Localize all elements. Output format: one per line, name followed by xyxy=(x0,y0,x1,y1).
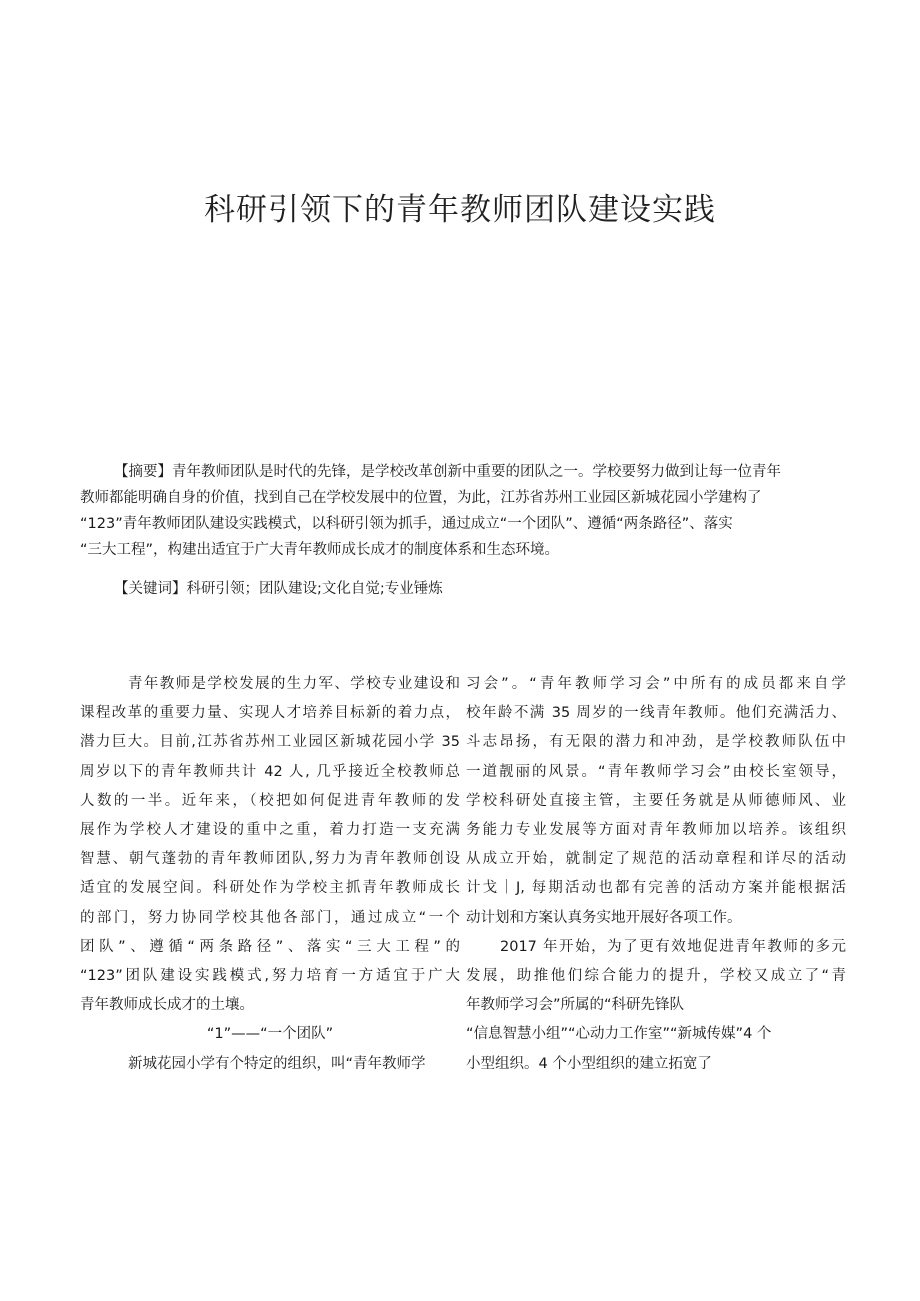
body-line: 斗志昂扬，有无限的潜力和冲劲，是学校教师队伍中 xyxy=(466,734,846,751)
body-line: 潜力巨大。目前,江苏省苏州工业园区新城花园小学 35 xyxy=(80,734,460,751)
body-line: 年教师学习会”所属的“科研先锋队 xyxy=(466,997,685,1014)
body-line: “信息智慧小组”“心动力工作室”“新城传媒”4 个 xyxy=(466,1026,772,1043)
abstract xyxy=(80,459,840,563)
body-line: 周岁以下的青年教师共计 42 人, 几乎接近全校教师总 xyxy=(80,763,460,780)
body-line: 习会”。“青年教师学习会”中所有的成员都来自学 xyxy=(466,676,846,692)
body-line: 小型组织。4 个小型组织的建立拓宽了 xyxy=(466,1055,712,1072)
body-line: 从成立开始，就制定了规范的活动章程和详尽的活动 xyxy=(466,851,846,868)
body-line: 计戈｜J, 每期活动也都有完善的活动方案并能根据活 xyxy=(466,880,846,897)
body-line: 一道靓丽的风景。“青年教师学习会”由校长室领导， xyxy=(466,763,846,780)
body-line: 2017 年开始，为了更有效地促进青年教师的多元 xyxy=(500,938,846,955)
abstract-line: “三大工程”，构建出适宜于广大青年教师成长成才的制度体系和生态环境。 xyxy=(80,542,560,558)
section-heading: “1”——“一个团队” xyxy=(206,1026,334,1043)
keywords: 【关键词】科研引领；团队建设;文化自觉;专业锤炼 xyxy=(114,581,443,597)
body-line: 新城花园小学有个特定的组织，叫“青年教师学 xyxy=(128,1055,426,1072)
body-line: 青年教师成长成才的土壤。 xyxy=(80,997,254,1014)
left-column xyxy=(80,670,460,1079)
body-line: 的部门，努力协同学校其他各部门，通过成立“一个 xyxy=(80,909,460,926)
body-line: “123”团队建设实践模式,努力培育一方适宜于广大 xyxy=(80,968,460,985)
body-line: 展作为学校人才建设的重中之重，着力打造一支充满 xyxy=(80,822,460,839)
body-line: 智慧、朝气蓬勃的青年教师团队,努力为青年教师创设 xyxy=(80,851,460,868)
abstract-line: 教师都能明确自身的价值，找到自己在学校发展中的位置，为此，江苏省苏州工业园区新城花园小学建构了 xyxy=(80,490,762,506)
abstract-line: 【摘要】青年教师团队是时代的先锋，是学校改革创新中重要的团队之一。学校要努力做到让每一位青年 xyxy=(114,464,781,480)
right-column xyxy=(466,670,846,1079)
body-line: 青年教师是学校发展的生力军、学校专业建设和 xyxy=(128,676,460,692)
body-line: 动计划和方案认真务实地开展好各项工作。 xyxy=(466,909,742,926)
body-line: 校年龄不满 35 周岁的一线青年教师。他们充满活力、 xyxy=(466,705,846,722)
body-line: 学校科研处直接主管，主要任务就是从师德师风、业 xyxy=(466,792,846,809)
body-line: 人数的一半。近年来，（校把如何促进青年教师的发 xyxy=(80,792,460,809)
page-title: 科研引领下的青年教师团队建设实践 xyxy=(204,192,716,228)
body-line: 团队”、遵循“两条路径”、落实“三大工程”的 xyxy=(80,938,460,955)
abstract-line: “123”青年教师团队建设实践模式，以科研引领为抓手，通过成立“一个团队”、遵循“两条路径”、落实 xyxy=(80,516,733,532)
body-line: 适宜的发展空间。科研处作为学校主抓青年教师成长 xyxy=(80,880,460,897)
body-line: 发展，助推他们综合能力的提升，学校又成立了“青 xyxy=(466,968,846,985)
body-line: 课程改革的重要力量、实现人才培养目标新的着力点， xyxy=(80,705,460,722)
body-line: 务能力专业发展等方面对青年教师加以培养。该组织 xyxy=(466,822,846,839)
